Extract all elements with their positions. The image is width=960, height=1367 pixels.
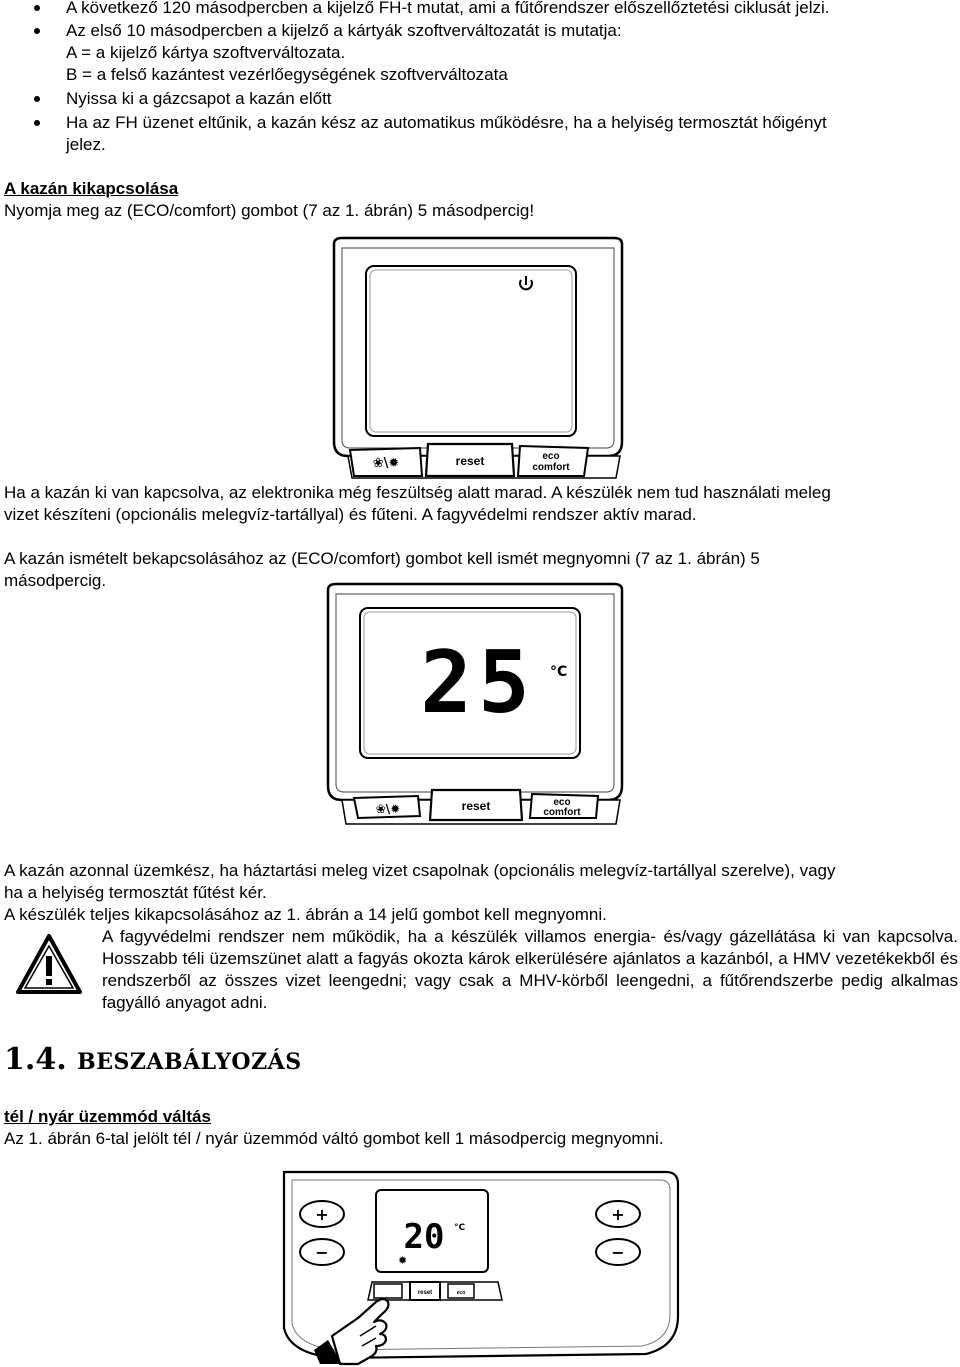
eco-comfort-button[interactable] <box>518 446 588 476</box>
paragraph-on-line: másodpercig. <box>4 571 107 590</box>
reset-label: reset <box>461 799 491 813</box>
minus-label: − <box>315 1243 329 1262</box>
bullet-text: jelez. <box>66 135 106 154</box>
temperature-value: 25 <box>420 633 536 733</box>
instruction-off: Nyomja meg az (ECO/comfort) gombot (7 az 1. ábrán) 5 másodpercig! <box>4 201 535 220</box>
control-panel-mode-figure <box>276 1168 686 1366</box>
eco-comfort-button[interactable] <box>530 794 598 818</box>
bullet-text: B = a felső kazántest vezérlőegységének szoftverváltozata <box>66 65 508 84</box>
reset-label: reset <box>417 1290 433 1296</box>
reset-button[interactable] <box>410 1282 440 1300</box>
bullet-dot <box>34 96 40 102</box>
summer-winter-button[interactable] <box>350 448 422 476</box>
section-title-off: A kazán kikapcsolása <box>4 179 179 198</box>
left-plus-button[interactable] <box>300 1201 344 1227</box>
bullet-text: A következő 120 másodpercben a kijelző FH-t mutat, ami a fűtőrendszer előszellőztetési ciklusát jelzi. <box>66 0 830 17</box>
eco-label: eco <box>553 797 571 808</box>
bullet-text: Ha az FH üzenet eltűnik, a kazán kész az automatikus működésre, ha a helyiség termosztát hőigényt <box>66 113 827 132</box>
temperature-unit: °C <box>550 664 568 680</box>
eco-label: eco <box>542 451 560 462</box>
paragraph-ready-line: A készülék teljes kikapcsolásához az 1. ábrán a 14 jelű gombot kell megnyomni. <box>4 905 607 924</box>
right-minus-button[interactable] <box>596 1239 640 1265</box>
paragraph-on-line: A kazán ismételt bekapcsolásához az (ECO/comfort) gombot kell ismét megnyomni (7 az 1. ábrán) 5 <box>4 549 760 568</box>
warning-text: A fagyvédelmi rendszer nem működik, ha a készülék villamos energia- és/vagy gázellátása ki van kapcsolva. Hosszabb téli üzemszünet alatt a fagyás okozta károk elkerülésére ajánlatos a kazánból, a HMV vezetékekből és rendszerből az összes vizet leengedni; vagy csak a MHV-körből leengedni, a fűtőrendszerbe pedig alkalmas fagyálló anyagot adni. <box>102 927 958 1012</box>
lcd-screen <box>366 266 576 436</box>
bullet-dot <box>34 28 40 34</box>
comfort-label: comfort <box>532 462 570 473</box>
summer-winter-button[interactable] <box>374 1284 402 1298</box>
paragraph-off-line: vizet készíteni (opcionális melegvíz-tartállyal) és fűteni. A fagyvédelmi rendszer aktív marad. <box>4 505 697 524</box>
warning-icon <box>14 932 84 996</box>
plus-label: + <box>611 1205 625 1224</box>
summer-winter-label: ❀\✹ <box>375 802 401 816</box>
section-title: BESZABÁLYOZÁS <box>77 1049 302 1075</box>
left-minus-button[interactable] <box>300 1239 344 1265</box>
minus-label: − <box>611 1243 625 1262</box>
paragraph-off-line: Ha a kazán ki van kapcsolva, az elektronika még feszültség alatt marad. A készülék nem tud használati meleg <box>4 483 831 502</box>
bullet-text: Nyissa ki a gázcsapot a kazán előtt <box>66 89 332 108</box>
eco-comfort-button[interactable] <box>448 1284 474 1298</box>
control-panel-on-figure <box>310 580 636 830</box>
summer-winter-button[interactable] <box>354 796 420 818</box>
control-panel-off-figure <box>320 234 636 482</box>
temperature-value: 20 <box>403 1217 445 1257</box>
reset-button[interactable] <box>430 790 522 820</box>
section-heading <box>4 1040 302 1082</box>
bullet-text: Az első 10 másodpercben a kijelző a kártyák szoftverváltozatát is mutatja: <box>66 21 622 40</box>
paragraph-ready-line: A kazán azonnal üzemkész, ha háztartási meleg vizet csapolnak (opcionális melegvíz-tartállyal szerelve), vagy <box>4 861 836 880</box>
section-number: 1.4. <box>4 1042 67 1077</box>
reset-button[interactable] <box>426 444 514 476</box>
section-title-mode: tél / nyár üzemmód váltás <box>4 1107 211 1126</box>
bullet-dot <box>34 5 40 11</box>
bullet-text: A = a kijelző kártya szoftverváltozata. <box>66 43 346 62</box>
right-plus-button[interactable] <box>596 1201 640 1227</box>
paragraph-ready-line: ha a helyiség termosztát fűtést kér. <box>4 883 267 902</box>
plus-label: + <box>315 1205 329 1224</box>
instruction-mode: Az 1. ábrán 6-tal jelölt tél / nyár üzemmód váltó gombot kell 1 másodpercig megnyomni. <box>4 1129 664 1148</box>
bullet-dot <box>34 120 40 126</box>
summer-winter-label: ❀\✹ <box>372 456 400 471</box>
temperature-unit: °C <box>454 1223 466 1233</box>
comfort-label: comfort <box>543 807 581 818</box>
reset-label: reset <box>455 454 485 468</box>
sun-icon: ✹ <box>398 1254 408 1267</box>
eco-label: eco <box>456 1290 466 1296</box>
